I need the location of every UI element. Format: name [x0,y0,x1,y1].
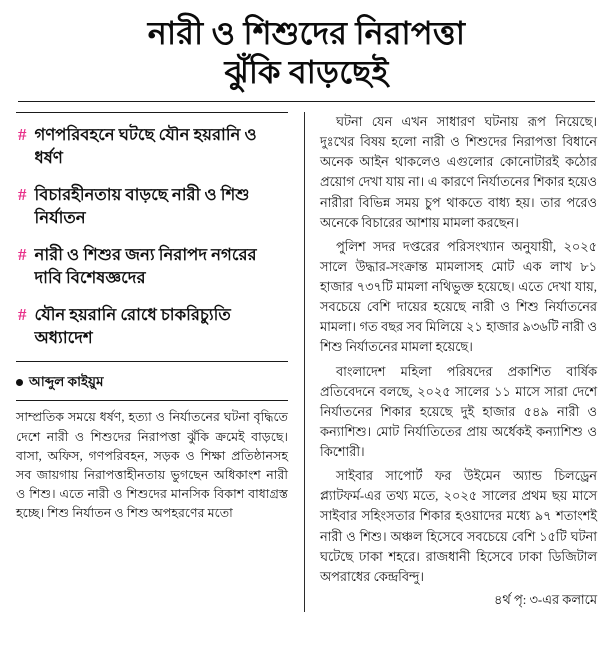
list-item [18,123,286,170]
list-item [18,303,286,350]
bullet-dot-icon [16,379,23,386]
hash-icon: # [18,125,27,145]
list-item-label: নারী ও শিশুর জন্য নিরাপদ নগরের দাবি বিশেষজ্ঞদের [34,244,257,288]
list-item-label: গণপরিবহনে ঘটছে যৌন হয়রানি ও ধর্ষণ [34,125,257,168]
byline-divider [16,400,288,401]
author-name: আব্দুল কাইয়ুম [29,374,104,390]
list-item-label: বিচারহীনতায় বাড়ছে নারী ও শিশু নির্যাতন [34,184,250,228]
right-column [304,112,597,612]
list-item [18,183,286,230]
byline [16,371,288,394]
headline-divider [18,101,595,102]
article-body [16,112,597,612]
continuation-reference: ৪র্থ পৃ: ৩-এর কলামে [494,592,597,607]
list-item-label: যৌন হয়রানি রোধে চাকরিচ্যুতি অধ্যাদেশ [34,304,231,348]
article-paragraph: সাম্প্রতিক সময়ে ধর্ষণ, হত্যা ও নির্যাতনের ঘটনা বৃদ্ধিতে দেশে নারী ও শিশুদের নিরাপত্তা ঝুঁকি ক্রমেই বাড়ছে। বাসা, অফিস, গণপরিবহন, সড়ক ও শিক্ষা প্রতিষ্ঠানসহ সব জায়গায় নিরাপত্তাহীনতায় ভুগছেন অধিকাংশ নারী ও শিশু। এতে নারী ও শিশুদের মানসিক বিকাশ বাধাগ্রস্ত হচ্ছে। শিশু নির্যাতন ও শিশু অপহরণের মতো [16,410,288,521]
headline-line-2: ঝুঁকি বাড়ছেই [224,54,389,91]
hash-icon: # [18,244,27,264]
article-paragraph: ঘটনা যেন এখন সাধারণ ঘটনায় রূপ নিয়েছে। দুঃখের বিষয় হলো নারী ও শিশুদের নিরাপত্তা বিধানে অনেক আইন থাকলেও এগুলোর কোনোটারই কঠোর প্রয়োগ দেখা যায় না। এ কারণে নির্যাতনের শিকার হয়েও নারীরা বিভিন্ন সময় চুপ থাকতে বাধ্য হয়। তার পরেও অনেকে বিচারের আশায় মামলা করছেন। [320,115,597,230]
left-column [16,112,288,527]
headline-line-1: নারী ও শিশুদের নিরাপত্তা [147,15,466,51]
article-paragraph: সাইবার সাপোর্ট ফর উইমেন অ্যান্ড চিলড্রেন প্ল্যাটফর্ম-এর তথ্য মতে, ২০২৫ সালের প্রথম ছয় মাসে সাইবার সহিংসতার শিকার হওয়াদের মধ্যে ৯৭ শতাংশই নারী ও শিশু। অঞ্চল হিসেবে সবচেয়ে বেশি ১৫টি ঘটনা ঘটেছে ঢাকা শহরে। রাজধানী হিসেবে ঢাকা ডিজিটাল অপরাধের কেন্দ্রবিন্দু। [320,469,597,584]
key-points-box [16,112,288,362]
list-item [18,243,286,290]
page-title [16,14,597,92]
hash-icon: # [18,304,27,324]
article-paragraph: পুলিশ সদর দপ্তরের পরিসংখ্যান অনুযায়ী, ২০২৫ সালে উদ্ধার-সংক্রান্ত মামলাসহ মোট এক লাখ ৮১ হাজার ৭৩৭টি মামলা নথিভুক্ত হয়েছে। এতে দেখা যায়, সবচেয়ে বেশি দায়ের হয়েছে নারী ও শিশু নির্যাতনের মামলা। গত বছর সব মিলিয়ে ২১ হাজার ৯৩৬টি নারী ও শিশু নির্যাতনের মামলা হয়েছে। [320,239,597,355]
hash-icon: # [18,184,27,204]
article-paragraph: বাংলাদেশ মহিলা পরিষদের প্রকাশিত বার্ষিক প্রতিবেদনে বলছে, ২০২৫ সালের ১১ মাসে সারা দেশে নির্যাতনের শিকার হয়েছে দুই হাজার ৫৪৯ নারী ও কন্যাশিশু। মোট নির্যাতিতের প্রায় অর্ধেকই কন্যাশিশু ও কিশোরী। [320,364,597,460]
